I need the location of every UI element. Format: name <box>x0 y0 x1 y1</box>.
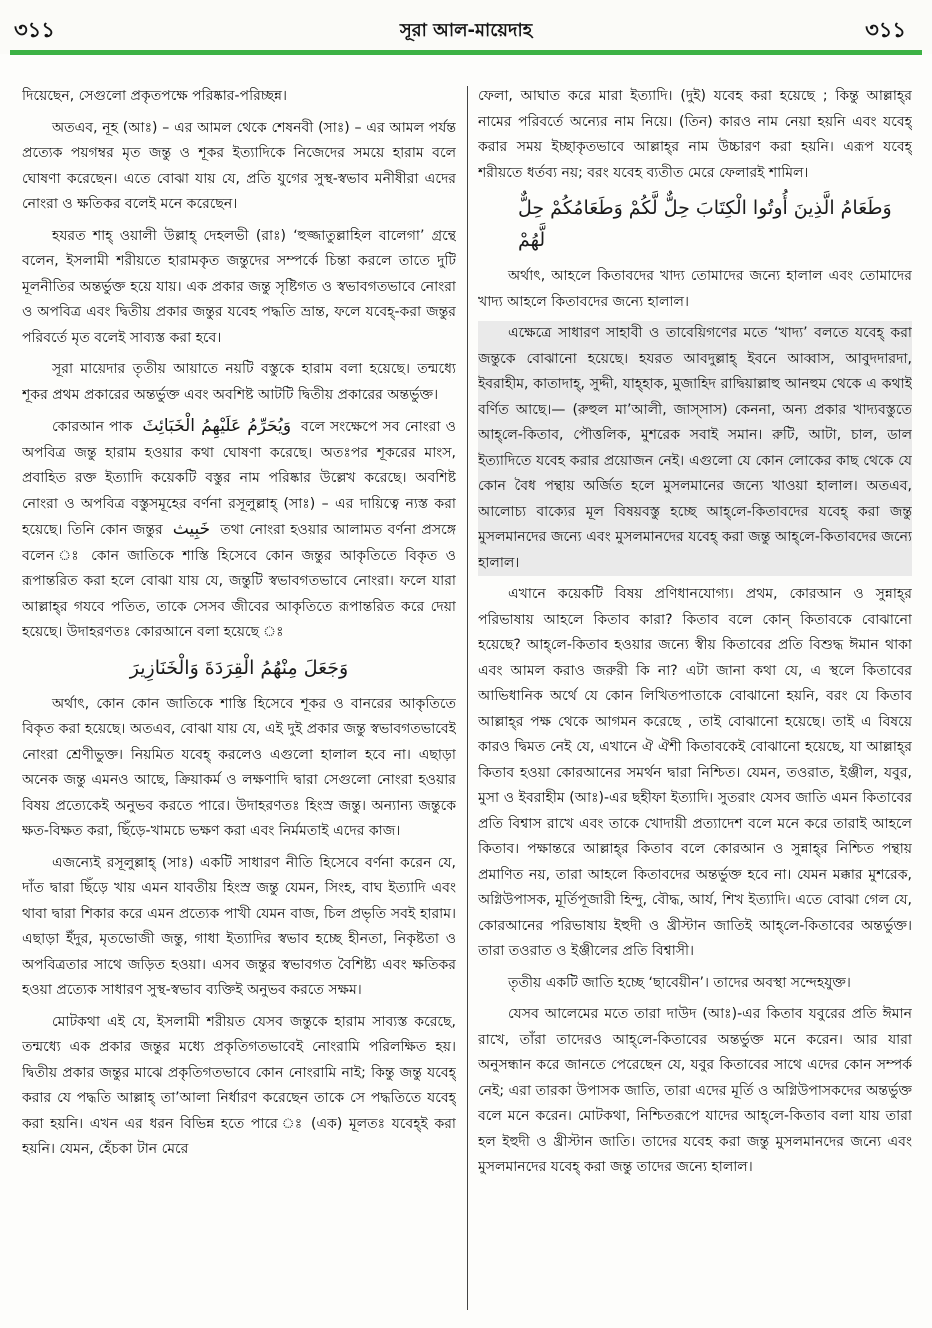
page-number-left: ৩১১ <box>14 18 55 42</box>
right-paragraph-1: ফেলা, আঘাত করে মারা ইত্যাদি। (দুই) যবেহ করা হয়েছে ; কিন্তু আল্লাহ্‌র নামের পরিবর্তে অন্যের নাম নিয়ে। (তিন) কারও নাম নেয়া হয়নি এবং যবেহ্ করার সময় ইচ্ছাকৃতভাবে আল্লাহ্‌র নাম উচ্চারণ করা হয়নি। এরূপ যবেহ্ শরীয়তে ধর্তব্য নয়; বরং যবেহ ব্যতীত মেরে ফেলারই শামিল। <box>478 88 912 181</box>
left-paragraph-5 <box>22 414 456 646</box>
right-column <box>478 84 912 1310</box>
left-paragraph-8: মোটকথা এই যে, ইসলামী শরীয়ত যেসব জন্তুকে হারাম সাব্যস্ত করেছে, তন্মধ্যে এক প্রকার জন্তুর মধ্যে প্রকৃতিগতভাবেই নোংরামি পরিলক্ষিত হয়। দ্বিতীয় প্রকার জন্তুর মাঝে প্রকৃতিগতভাবে কোন নোংরামি নাই; কিন্তু জন্তু যবেহ্ করার যে পদ্ধতি আল্লাহ্ তা’আলা নির্ধারণ করেছেন তাকে সে পদ্ধতিতে যবেহ্ করা হয়নি। এখন এর ধরন বিভিন্ন হতে পারে ঃ (এক) মূলতঃ যবেহ্ই করা হয়নি। যেমন, হেঁচকা টান মেরে <box>22 1013 456 1157</box>
page-header <box>0 0 932 54</box>
arabic-verse-right: وَطَعَامُ الَّذِينَ أُوتُوا الْكِتَابَ حِلٌّ لَّكُمْ وَطَعَامُكُمْ حِلٌّ لَّهُمْ <box>518 197 892 251</box>
left-paragraph-1: দিয়েছেন, সেগুলো প্রকৃতপক্ষে পরিষ্কার-পরিচ্ছন্ন। <box>22 88 288 104</box>
left-column <box>22 84 456 1310</box>
column-divider <box>467 86 468 1310</box>
left-paragraph-2: অতএব, নূহ (আঃ) – এর আমল থেকে শেষনবী (সাঃ) – এর আমল পর্যন্ত প্রত্যেক পয়গম্বর মৃত জন্তু ও শূকর ইত্যাদিকে নিজেদের সময়ে হারাম বলে ঘোষণা করেছেন। এতে বোঝা যায় যে, প্রতি যুগের সুস্থ-স্বভাব মনীষীরা এদের নোংরা ও ক্ষতিকর বলেই মনে করেছেন। <box>22 119 456 212</box>
header-rule <box>10 50 922 55</box>
arabic-inline-word: خَبِيث <box>172 519 211 539</box>
right-paragraph-6: যেসব আলেমের মতে তারা দাউদ (আঃ)-এর কিতাব যবুরের প্রতি ঈমান রাখে, তাঁরা তাদেরও আহ্‌লে-কিতাবের অন্তর্ভুক্ত মনে করেন। আর যারা অনুসন্ধান করে জানতে পেরেছেন যে, যবুর কিতাবের সাথে এদের কোন সম্পর্ক নেই; এরা তারকা উপাসক জাতি, তারা এদের মূর্তি ও অগ্নিউপাসকদের অন্তর্ভুক্ত বলে মনে করেন। মোটকথা, নিশ্চিতরূপে যাদের আহ্‌লে-কিতাব বলা যায় তারা হল ইহুদী ও খ্রীস্টান জাতি। তাদের যবেহ করা জন্তু মুসলমানদের জন্যে এবং মুসলমানদের যবেহ্ করা জন্তু তাদের জন্যে হালাল। <box>478 1006 912 1175</box>
arabic-inline-verse: وَيُحَرِّمُ عَلَيْهِمُ الْخَبَائِثَ <box>142 416 292 436</box>
right-paragraph-4: এখানে কয়েকটি বিষয় প্রণিধানযোগ্য। প্রথম, কোরআন ও সুন্নাহ্‌র পরিভাষায় আহলে কিতাব কারা? কিতাব বলে কোন্ কিতাবকে বোঝানো হয়েছে? আহ্‌লে-কিতাব হওয়ার জন্যে স্বীয় কিতাবের প্রতি বিশুদ্ধ ঈমান থাকা এবং আমল করাও জরুরী কি না? এটা জানা কথা যে, এ স্থলে কিতাবের আভিধানিক অর্থে যে কোন লিখিতপাতাকে বোঝানো হয়নি, বরং যে কিতাব আল্লাহ্‌র পক্ষ থেকে আগমন করেছে , তাই বোঝানো হয়েছে। তাই এ বিষয়ে কারও দ্বিমত নেই যে, এখানে ঐ ঐশী কিতাবকেই বোঝানো হয়েছে, যা আল্লাহ্‌র কিতাব হওয়া কোরআনের সমর্থন দ্বারা নিশ্চিত। যেমন, তওরাত, ইঞ্জীল, যবুর, মুসা ও ইবরাহীম (আঃ)-এর ছহীফা ইত্যাদি। সুতরাং যেসব জাতি এমন কিতাবের প্রতি বিশ্বাস রাখে এবং তাকে খোদায়ী প্রত্যাদেশ বলে মনে করে তারাই আহলে কিতাব। পক্ষান্তরে আল্লাহ্‌র কিতাব বলে কোরআন ও সুন্নাহ্‌র নিশ্চিত পন্থায় প্রমাণিত নয়, তারা আহলে কিতাবদের অন্তর্ভুক্ত হবে না। যেমন মক্কার মুশরেক, অগ্নিউপাসক, মূর্তিপূজারী হিন্দু, বৌদ্ধ, আর্য, শিখ ইত্যাদি। এতে বোঝা গেল যে, কোরআনের পরিভাষায় ইহুদী ও খ্রীস্টান জাতিই আহ্‌লে-কিতাবের অন্তর্ভুক্ত। তারা তওরাত ও ইঞ্জীলের প্রতি বিশ্বাসী। <box>478 586 912 959</box>
left-paragraph-4: সূরা মায়েদার তৃতীয় আয়াতে নয়টি বস্তুকে হারাম বলা হয়েছে। তন্মধ্যে শূকর প্রথম প্রকারের অন্তর্ভুক্ত এবং অবশিষ্ট আটটি দ্বিতীয় প্রকারের অন্তর্ভুক্ত। <box>22 361 456 403</box>
left-p5-rest: বলে সংক্ষেপে সব নোংরা ও অপবিত্র জন্তু হারাম হওয়ার কথা ঘোষণা করেছে। অতঃপর শূকরের মাংস, প্রবাহিত রক্ত ইত্যাদি কয়েকটি বস্তুর নাম পরিষ্কার উল্লেখ করেছে। অবশিষ্ট নোংরা ও অপবিত্র বস্তুসমূহের বর্ণনা রসূলুল্লাহ্ (সাঃ) – এর দায়িত্বে ন্যস্ত করা হয়েছে। তিনি কোন জন্তুর <box>22 419 456 538</box>
arabic-verse-left: وَجَعَلَ مِنْهُمُ الْقِرَدَةَ وَالْخَنَازِيرَ <box>129 656 349 679</box>
left-p5-lead: কোরআন পাক <box>52 419 133 435</box>
right-paragraph-3: এক্ষেত্রে সাধারণ সাহাবী ও তাবেয়িগণের মতে ‘খাদ্য’ বলতে যবেহ্ করা জন্তুকে বোঝানো হয়েছে। হযরত আবদুল্লাহ্ ইবনে আব্বাস, আবুদদারদা, ইবরাহীম, কাতাদাহ্, সুদ্দী, যাহ্হাক, মুজাহিদ রাদ্বিয়াল্লাহু আনহুম থেকে এ কথাই বর্ণিত আছে।— (রুহুল মা’আলী, জাস্সাস) কেননা, অন্য প্রকার খাদ্যবস্তুতে আহ্‌লে-কিতাব, পৌত্তলিক, মুশরেক সবাই সমান। রুটি, আটা, চাল, ডাল ইত্যাদিতে যবেহ করার প্রয়োজন নেই। এগুলো যে কোন লোকের কাছ থেকে যে কোন বৈধ পন্থায় অর্জিত হলে মুসলমানের জন্যে খাওয়া হালাল। অতএব, আলোচ্য বাক্যের মূল বিষয়বস্তু হচ্ছে আহ্‌লে-কিতাবদের যবেহ্ করা জন্তু মুসলমানদের জন্যে এবং মুসলমানদের যবেহ্ করা জন্তু আহ্‌লে-কিতাবদের জন্যে হালাল। <box>478 321 912 576</box>
page-title: সূরা আল-মায়েদাহ <box>399 20 533 41</box>
left-paragraph-7: এজন্যেই রসূলুল্লাহ্ (সাঃ) একটি সাধারণ নীতি হিসেবে বর্ণনা করেন যে, দাঁত দ্বারা ছিঁড়ে খায় এমন যাবতীয় হিংস্র জন্তু যেমন, সিংহ, বাঘ ইত্যাদি এবং থাবা দ্বারা শিকার করে এমন প্রত্যেক পাখী যেমন বাজ, চিল প্রভৃতি সবই হারাম। এছাড়া ইঁদুর, মৃতভোজী জন্তু, গাধা ইত্যাদির স্বভাব হচ্ছে হীনতা, নিকৃষ্টতা ও অপবিত্রতার সাথে জড়িত হওয়া। এসব জন্তুর স্বভাবগত বৈশিষ্ট্য এবং ক্ষতিকর হওয়া প্রত্যেক সাধারণ সুস্থ-স্বভাব ব্যক্তিই অনুভব করতে সক্ষম। <box>22 854 456 998</box>
left-p5-end: তথা নোংরা হওয়ার আলামত বর্ণনা প্রসঙ্গে বলেন ঃ কোন জাতিকে শাস্তি হিসেবে কোন জন্তুর আকৃতিতে বিকৃত ও রূপান্তরিত করা হলে বোঝা যায় যে, জন্তুটি স্বভাবগতভাবে নোংরা। ফলে যারা আল্লাহ্‌র গযবে পতিত, তাকে সেসব জীবের আকৃতিতে রূপান্তরিত করে দেয়া হয়েছে। উদাহরণতঃ কোরআনে বলা হয়েছে ঃ <box>22 522 456 640</box>
right-paragraph-5: তৃতীয় একটি জাতি হচ্ছে ‘ছাবেয়ীন’। তাদের অবস্থা সন্দেহযুক্ত। <box>508 974 851 991</box>
left-paragraph-3: হযরত শাহ্ ওয়ালী উল্লাহ্ দেহলভী (রাঃ) ‘হুজ্জাতুল্লাহিল বালেগা’ গ্রন্থে বলেন, ইসলামী শরীয়তে হারামকৃত জন্তুদের সম্পর্কে চিন্তা করলে তাতে দুটি মূলনীতির অন্তর্ভুক্ত হয়ে যায়। এক প্রকার জন্তু সৃষ্টিগত ও স্বভাবগতভাবে নোংরা ও অপবিত্র এবং দ্বিতীয় প্রকার জন্তুর যবেহ পদ্ধতি ভ্রান্ত, ফলে যবেহ্-করা জন্তুর পরিবর্তে মৃত বলেই সাব্যস্ত করা হবে। <box>22 227 456 346</box>
right-paragraph-2: অর্থাৎ, আহলে কিতাবদের খাদ্য তোমাদের জন্যে হালাল এবং তোমাদের খাদ্য আহলে কিতাবদের জন্যে হালাল। <box>478 268 912 310</box>
page-number-right: ৩১১ <box>865 18 906 42</box>
left-paragraph-6: অর্থাৎ, কোন কোন জাতিকে শাস্তি হিসেবে শূকর ও বানরের আকৃতিতে বিকৃত করা হয়েছে। অতএব, বোঝা যায় যে, এই দুই প্রকার জন্তু স্বভাবগতভাবেই নোংরা শ্রেণীভুক্ত। নিয়মিত যবেহ্ করলেও এগুলো হালাল হবে না। এছাড়া অনেক জন্তু এমনও আছে, ক্রিয়াকর্ম ও লক্ষণাদি দ্বারা সেগুলো নোংরা হওয়ার বিষয় প্রত্যেকেই অনুভব করতে পারে। উদাহরণতঃ হিংস্র জন্তু। অন্যান্য জন্তুকে ক্ষত-বিক্ষত করা, ছিঁড়ে-খামচে ভক্ষণ করা এবং নির্মমতাই এদের কাজ। <box>22 695 456 839</box>
